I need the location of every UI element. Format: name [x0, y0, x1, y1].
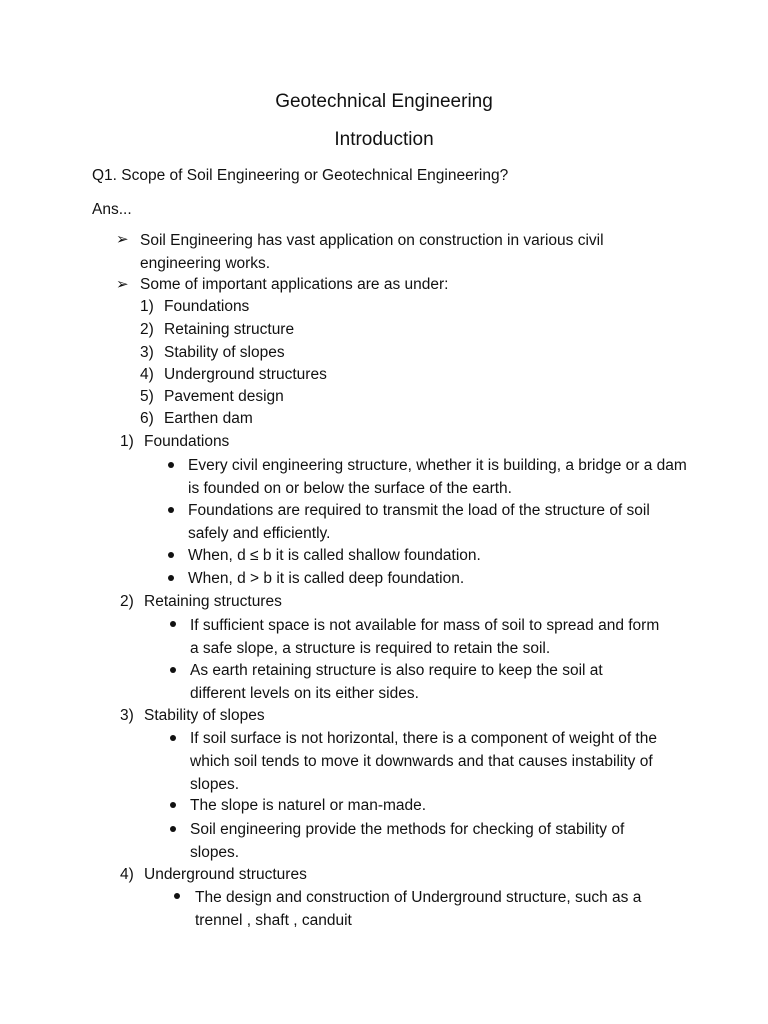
application-label: Stability of slopes	[164, 344, 285, 361]
section-number: 1)	[120, 433, 134, 450]
section-number: 3)	[120, 707, 134, 724]
document-title: Geotechnical Engineering	[275, 91, 493, 112]
answer-label: Ans...	[92, 201, 132, 218]
application-number: 1)	[140, 298, 154, 315]
arrow-bullet-icon: ➢	[116, 231, 129, 248]
application-label: Foundations	[164, 298, 250, 315]
section-number: 4)	[120, 866, 134, 883]
bullet-text: The slope is naturel or man-made.	[190, 797, 427, 814]
section-number: 2)	[120, 593, 134, 610]
application-number: 5)	[140, 388, 154, 405]
bullet-dot-icon	[168, 552, 174, 558]
application-number: 2)	[140, 321, 154, 338]
arrow-item-text: Soil Engineering has vast application on construction in various civil engineering works.	[140, 232, 604, 272]
application-label: Earthen dam	[164, 410, 253, 427]
bullet-text: As earth retaining structure is also require to keep the soil at different levels on its either sides.	[190, 662, 603, 702]
application-label: Underground structures	[164, 366, 327, 383]
bullet-text: The design and construction of Underground structure, such as a trennel , shaft , canduit	[195, 889, 642, 929]
bullet-text: Foundations are required to transmit the load of the structure of soil safely and efficiently.	[188, 502, 650, 542]
bullet-text: If soil surface is not horizontal, there is a component of weight of the which soil tends to move it downwards and that causes instability of slopes.	[190, 730, 657, 793]
application-number: 3)	[140, 344, 154, 361]
bullet-text: Every civil engineering structure, whether it is building, a bridge or a dam is founded on or below the surface of the earth.	[188, 457, 687, 497]
application-label: Pavement design	[164, 388, 284, 405]
application-number: 4)	[140, 366, 154, 383]
application-number: 6)	[140, 410, 154, 427]
bullet-dot-icon	[168, 462, 174, 468]
section-heading: Underground structures	[144, 866, 307, 883]
bullet-dot-icon	[168, 507, 174, 513]
bullet-text: Soil engineering provide the methods for checking of stability of slopes.	[190, 821, 625, 861]
bullet-text: When, d ≤ b it is called shallow foundation.	[188, 547, 481, 564]
bullet-text: If sufficient space is not available for mass of soil to spread and form a safe slope, a structure is required to retain the soil.	[190, 617, 660, 657]
bullet-dot-icon	[170, 735, 176, 741]
arrow-item-text: Some of important applications are as under:	[140, 276, 449, 293]
bullet-dot-icon	[170, 826, 176, 832]
bullet-text: When, d > b it is called deep foundation.	[188, 570, 465, 587]
document-subtitle: Introduction	[334, 129, 434, 150]
section-heading: Stability of slopes	[144, 707, 265, 724]
bullet-dot-icon	[168, 575, 174, 581]
section-heading: Retaining structures	[144, 593, 282, 610]
section-heading: Foundations	[144, 433, 230, 450]
question-text: Q1. Scope of Soil Engineering or Geotechnical Engineering?	[92, 167, 509, 184]
bullet-dot-icon	[170, 667, 176, 673]
arrow-bullet-icon: ➢	[116, 276, 129, 293]
application-label: Retaining structure	[164, 321, 295, 338]
bullet-dot-icon	[170, 802, 176, 808]
bullet-dot-icon	[174, 893, 180, 899]
bullet-dot-icon	[170, 621, 176, 627]
